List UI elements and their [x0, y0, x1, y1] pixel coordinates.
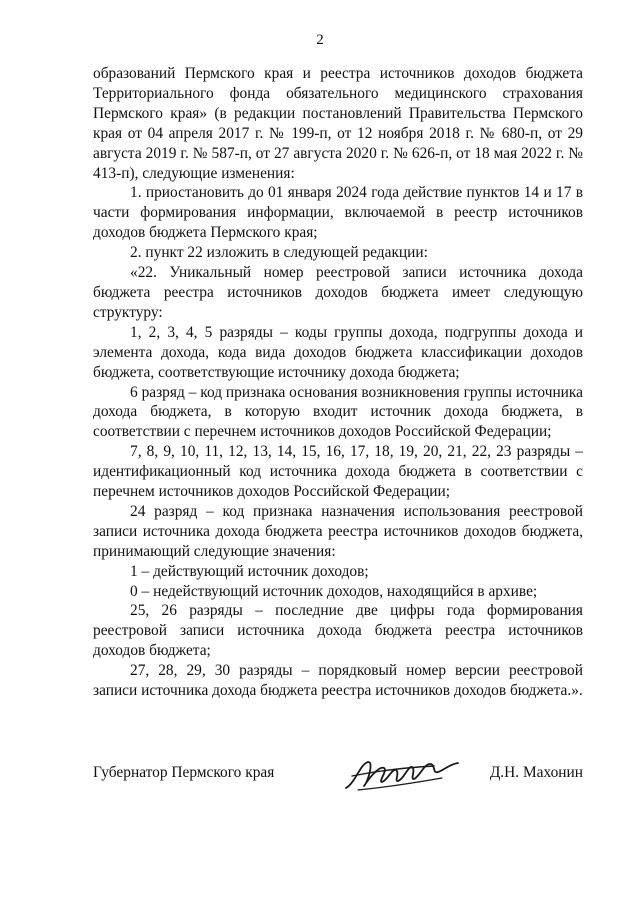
paragraph-digit-24: 24 разряд – код признака назначения использования реестровой записи источника дохода бюджета реестра источников доходов бюджета, принимающий следующие значения: — [93, 502, 583, 560]
paragraph-value-1: 1 – действующий источник доходов; — [130, 562, 369, 580]
signatory-title: Губернатор Пермского края — [93, 764, 275, 781]
paragraph-clause-22: «22. Уникальный номер реестровой записи источника дохода бюджета реестра источников доходов бюджета имеет следующую структуру: — [93, 264, 583, 321]
paragraph-value-0: 0 – недействующий источник доходов, находящийся в архиве; — [130, 582, 538, 600]
document-body — [93, 64, 583, 701]
paragraph-item-2: 2. пункт 22 изложить в следующей редакции: — [130, 244, 428, 262]
page-number: 2 — [316, 32, 324, 48]
signature-block — [93, 758, 583, 798]
paragraph-digits-7-23: 7, 8, 9, 10, 11, 12, 13, 14, 15, 16, 17, 18, 19, 20, 21, 22, 23 разряды – идентификационный код источника дохода бюджета в соответствии с перечнем источников доходов Российской Федерации; — [93, 443, 583, 501]
paragraph-digits-25-26: 25, 26 разряды – последние две цифры года формирования реестровой записи источника дохода бюджета реестра источников доходов бюджета; — [93, 602, 583, 660]
paragraph-item-1: 1. приостановить до 01 января 2024 года действие пунктов 14 и 17 в части формирования информации, включаемой в реестр источников доходов бюджета Пермского края; — [93, 184, 583, 242]
paragraph-digit-6: 6 разряд – код признака основания возникновения группы источника дохода бюджета, в которую входит источник дохода бюджета, в соответствии с перечнем источников доходов Российской Федерации; — [93, 383, 583, 441]
paragraph-digits-27-30: 27, 28, 29, 30 разряды – порядковый номер версии реестровой записи источника дохода бюджета реестра источников доходов бюджета.». — [93, 662, 583, 700]
handwritten-signature — [338, 752, 463, 796]
paragraph-continuation: образований Пермского края и реестра источников доходов бюджета Территориального фонда обязательного медицинского страхования Пермского края» (в редакции постановлений Правительства Пермского края от 04 апреля 2017 г. № 199-п, от 12 ноября 2018 г. № 680-п, от 29 августа 2019 г. № 587-п, от 27 августа 2020 г. № 626-п, от 18 мая 2022 г. № 413-п), следующие изменения: — [93, 65, 583, 182]
paragraph-digits-1-5: 1, 2, 3, 4, 5 разряды – коды группы дохода, подгруппы дохода и элемента дохода, кода вида доходов бюджета классификации доходов бюджета, соответствующие источнику дохода бюджета; — [93, 323, 583, 381]
signatory-name: Д.Н. Махонин — [489, 764, 583, 781]
